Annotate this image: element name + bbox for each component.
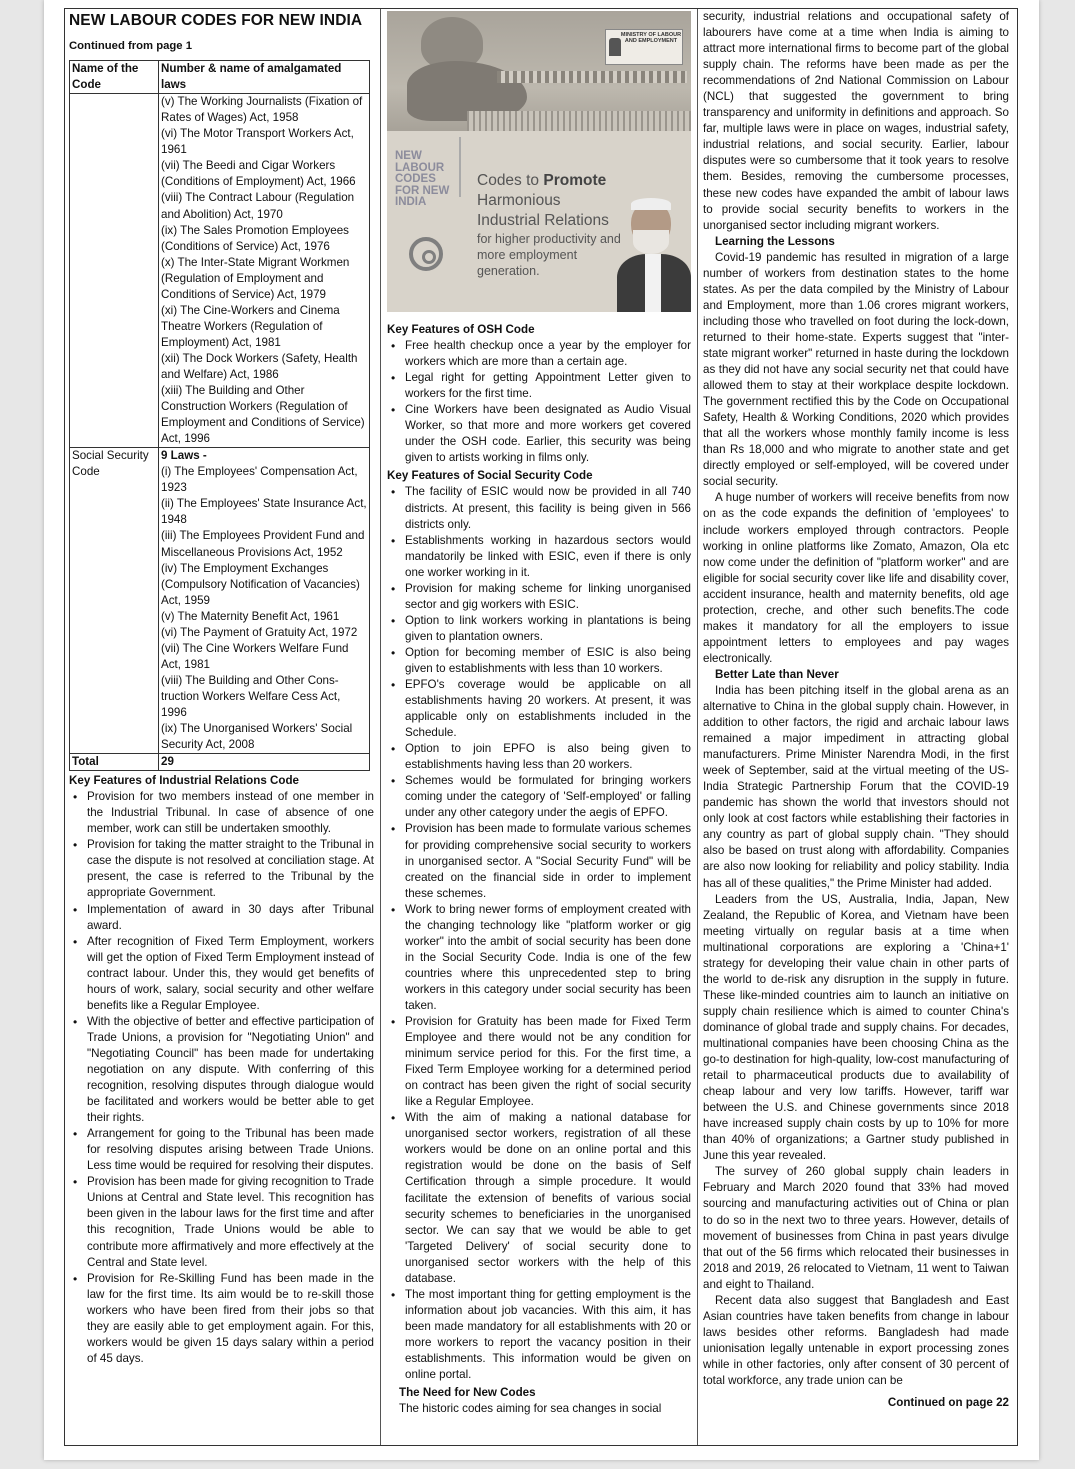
laws-cell	[159, 94, 370, 448]
list-item: • Cine Workers have been designated as Audio Visual Worker, so that more and more workers get covered under the OSH code. Earlier, this security was being given to artists working in films only.	[405, 402, 691, 466]
column-2	[387, 9, 691, 1417]
table-row	[70, 94, 370, 448]
portrait-beard	[633, 230, 669, 254]
paragraph: The survey of 260 global supply chain leaders in February and March 2020 found that 33% had moved sourcing and manufacturing activities out of China or plan to do so in the next two to three years. However, details of movement of businesses from China in past years divulge that out of the 56 firms which relocated their businesses in 2018 and 2019, 26 relocated to Vietnam, 11 went to Taiwan and eight to Thailand.	[703, 1165, 1009, 1291]
list-item: • Work to bring newer forms of employment created with the changing technology like "platform worker or gig worker" into the ambit of social security has been done in the Social Security Code. India is one of the few countries where this unprecedented step to bring workers in this category under social security has been taken.	[405, 902, 691, 1014]
list-item: • Implementation of award in 30 days after Tribunal award.	[87, 902, 374, 934]
list-item: • Establishments working in hazardous sectors would mandatorily be linked with ESIC, even if there is only one worker working in it.	[405, 533, 691, 581]
badge-border	[459, 137, 461, 197]
list-item: • The most important thing for getting employment is the information about job vacancies. With this aim, it has been made mandatory for all establishments with 20 or more workers to report the vacancy position in their establishments. This information would be given on online portal.	[405, 1287, 691, 1383]
list-item: • Option to join EPFO is also being given to establishments having less than 20 workers.	[405, 741, 691, 773]
laws-table	[69, 60, 370, 771]
list-item: • With the objective of better and effective participation of Trade Unions, a provision for "Negotiating Union" and "Negotiating Council" has been made for undertaking negotiation on any dispute. With conferring of this recognition, resolving disputes through dialogue would be facilitated and workers would be better able to get their rights.	[87, 1014, 374, 1126]
law-entry: (iv) The Employment Exchanges (Compulsory Notification of Vacancies) Act, 1959	[161, 561, 360, 607]
list-item: • Provision for taking the matter straight to the Tribunal in case the dispute is not resolved at conciliation stage. At present, the case is referred to the Tribunal by the appropriate Government.	[87, 837, 374, 901]
law-entry: (vi) The Payment of Gratuity Act, 1972	[161, 625, 358, 639]
laws-cell	[159, 448, 370, 754]
law-entry: (xi) The Cine-Workers and Cinema Theatre Workers (Regulation of Employment) Act, 1981	[161, 303, 340, 349]
continued-from: Continued from page 1	[69, 40, 193, 53]
national-emblem-icon	[609, 38, 621, 56]
badge-line: NEW	[395, 150, 422, 162]
badge-line: CODES	[395, 173, 436, 185]
ad-headline-part: Industrial Relations	[477, 212, 609, 229]
list-item: • Legal right for getting Appointment Letter given to workers for the first time.	[405, 370, 691, 402]
list-item: • Free health checkup once a year by the employer for workers which are more than a certain age.	[405, 338, 691, 370]
list-item: • EPFO's coverage would be applicable on all establishments having 20 workers. At present, it was applicable only on establishments included in the Schedule.	[405, 677, 691, 741]
ad-headline-part: Codes to	[477, 172, 540, 189]
list-item: • Schemes would be formulated for bringing workers coming under the category of 'Self-employed' or falling under any other category under the aegis of EPFO.	[405, 773, 691, 821]
laws-count: 9 Laws -	[161, 449, 207, 463]
total-label: Total	[70, 754, 159, 771]
ministry-logo	[605, 29, 683, 65]
portrait-hair	[631, 198, 671, 210]
law-entry: (vii) The Cine Workers Welfare Fund Act, 1981	[161, 641, 349, 671]
ad-headline-part: Harmonious	[477, 192, 561, 209]
code-name-cell: Social Security Code	[70, 448, 159, 754]
paragraph: India has been pitching itself in the global arena as an alternative to China in the global supply chain. However, in addition to other factors, the rigid and archaic labour laws remained a major impediment in attracting global manufacturers. Prime Minister Narendra Modi, in the first week of September, said at the virtual meeting of the US-India Strategic Partnership Forum that the COVID-19 pandemic has shown the world that investors should not only look at cost factors while establishing their factories in any country as part of global supply chain. "They should also be based on trust along with affordability. Companies are also now looking for reliability and policy stability. India has all of these qualities," the Prime Minister had added.	[703, 683, 1009, 890]
list-item: • Provision for Gratuity has been made for Fixed Term Employee and there would not be any condition for minimum service period for this. For the first time, a Fixed Term Employee working for a determined period on contract has been given the right of social security like a Regular Employee.	[405, 1014, 691, 1110]
list-item: • Provision has been made to formulate various schemes for providing comprehensive social security to workers in unorganised sector. A "Social Security Fund" will be created on the financial side in order to implement these schemes.	[405, 821, 691, 901]
column-3	[703, 9, 1009, 1411]
paragraph: Covid-19 pandemic has resulted in migration of a large number of workers from destination states to the home states. As per the data compiled by the Ministry of Labour and Employment, more than 1.06 crores migrant workers, including those who travelled on foot during the lock-down, returned to their home-state. Experts suggest that "inter-state migrant worker" returned in haste during the lockdown as they did not have any social security net that could have allowed them to stay at their workplace despite lockdown. The government rectified this by the Code on Occupational Safety, Health & Working Conditions, 2020 which provides that all the workers whose monthly family income is less than Rs 18,000 and who migrate to another state and get directly employed or self-employed, will be covered under social security.	[703, 250, 1009, 489]
list-item: • Option to link workers working in plantations is being given to plantation owners.	[405, 613, 691, 645]
list-item: • Provision for making scheme for linking unorganised sector and gig workers with ESIC.	[405, 581, 691, 613]
lessons-heading: Learning the Lessons	[715, 234, 835, 248]
law-entry: (vii) The Beedi and Cigar Workers (Conditions of Employment) Act, 1966	[161, 159, 356, 189]
law-entry: (xii) The Dock Workers (Safety, Health and Welfare) Act, 1986	[161, 351, 358, 381]
headline: NEW LABOUR CODES FOR NEW INDIA	[69, 12, 363, 29]
list-item: • The facility of ESIC would now be provided in all 740 districts. At present, this facility is being given in 566 districts only.	[405, 484, 691, 532]
badge-line: LABOUR	[395, 161, 445, 174]
ir-heading: Key Features of Industrial Relations Code	[69, 774, 299, 788]
law-entry: (ii) The Employees' State Insurance Act, 1948	[161, 497, 367, 527]
portrait-shirt	[645, 254, 661, 312]
law-entry: (v) The Maternity Benefit Act, 1961	[161, 609, 340, 623]
table-row	[70, 448, 370, 754]
paragraph: A huge number of workers will receive benefits from now on as the code expands the definition of 'employees' to include workers employed through contractors. People working in online platforms like Zomato, Amazon, Ola etc now come under the definition of "platform worker" and are eligible for social security cover like life and disability cover, accident insurance, health and maternity benefits, old age protection, creche, and other such benefits.The code makes it mandatory for all the employers to issue appointment letters to employees and pay wages electronically.	[703, 491, 1009, 665]
law-entry: (ix) The Unorganised Workers' Social Security Act, 2008	[161, 722, 353, 752]
column-divider	[380, 9, 381, 1445]
ir-list	[69, 789, 374, 1367]
need-text: The historic codes aiming for sea changes in social	[399, 1402, 662, 1416]
badge-line: FOR NEW	[395, 184, 450, 197]
ad-headline-part: Promote	[543, 172, 607, 189]
new-labour-codes-badge	[395, 151, 459, 209]
better-heading: Better Late than Never	[715, 667, 839, 681]
government-advertisement	[387, 11, 691, 312]
ministry-name: MINISTRY OF LABOUR AND EMPLOYMENT	[620, 32, 682, 44]
ad-subtext: for higher productivity and more employment generation.	[477, 232, 621, 278]
paragraph: Recent data also suggest that Bangladesh and East Asian countries have taken benefits from change in labour laws besides other reforms. Bangladesh had made unionisation legally untenable in export processing zones while in other factories, only after consent of 30 percent of total workforce, any trade union can be	[703, 1293, 1009, 1387]
prime-minister-portrait	[617, 196, 691, 312]
column-divider	[697, 9, 698, 1445]
paragraph: security, industrial relations and occupational safety of labourers have come at a time when India is aiming to attract more international firms to become part of the global supply chain. The reforms have been made as per the recommendations of 2nd National Commission on Labour (NCL) that suggested the government to bring transparency and uniformity in definitions and approach. So far, multiple laws were in place on wages, industrial safety, industrial relations, and social security. Earlier, labour disputes were so cumbersome that it took years to resolve them. Besides, removing the cumbersome processes, these new codes have expanded the ambit of labour laws to provide social security benefits to workers in the unorganised sector including migrant workers.	[703, 10, 1009, 232]
osh-list	[387, 338, 691, 466]
gear-icon	[409, 237, 443, 271]
law-entry: (vi) The Motor Transport Workers Act, 1961	[161, 127, 354, 157]
list-item: • After recognition of Fixed Term Employment, workers will get the option of Fixed Term Employment instead of contract labour. Under this, they would get benefits of hours of work, salary, social security and other welfare benefits like a Regular Employee.	[87, 934, 374, 1014]
law-entry: (iii) The Employees Provident Fund and Miscellaneous Provisions Act, 1952	[161, 529, 365, 559]
list-item: • Provision for Re-Skilling Fund has been made in the law for the first time. Its aim would be to re-skill those workers who have been fired from their jobs so that they are easily able to get employment again. For this, workers would be given 15 days salary within a period of 45 days.	[87, 1271, 374, 1367]
ss-list	[387, 484, 691, 1383]
list-item: • Provision has been made for giving recognition to Trade Unions at Central and State level. This recognition has been given in the labour laws for the first time and after this recognition, Trade Unions would be able to contribute more affirmatively and more effectively at the Central and State level.	[87, 1174, 374, 1270]
law-entry: (ix) The Sales Promotion Employees (Conditions of Service) Act, 1976	[161, 223, 349, 253]
law-entry: (x) The Inter-State Migrant Workmen (Regulation of Employment and Conditions of Service) Act, 1979	[161, 255, 350, 301]
law-entry: (i) The Employees' Compensation Act, 1923	[161, 465, 358, 495]
column-1	[69, 9, 374, 1367]
paragraph: Leaders from the US, Australia, India, Japan, New Zealand, the Republic of Korea, and Vietnam have been meeting virtually on regular basis at a time when multinational corporations are exploring a 'China+1' strategy for developing their value chain in other parts of the world to de-risk any disruption in the supply in future. These like-minded countries aim to launch an initiative on supply chain resilience which is aimed to counter China's dominance of global trade and supply chains. For decades, multinational companies have been choosing China as the go-to destination for high-quality, low-cost manufacturing of retail to pharmaceutical products due to availability of cheap labour and very low tariffs. However, tariff war between the U.S. and Chinese governments since 2018 have increased supply chain costs by up to 10% for more than 40% of organizations; a Gartner study published in June this year revealed.	[703, 892, 1009, 1163]
law-entry: (viii) The Contract Labour (Regulation and Abolition) Act, 1970	[161, 191, 355, 221]
osh-heading: Key Features of OSH Code	[387, 323, 535, 336]
article-frame	[64, 8, 1018, 1446]
ad-headline	[477, 171, 627, 231]
law-entry: (xiii) The Building and Other Construction Workers (Regulation of Employment and Conditions of Service) Act, 1996	[161, 384, 365, 446]
total-value: 29	[159, 754, 370, 771]
badge-line: INDIA	[395, 196, 427, 208]
law-entry: (viii) The Building and Other Cons-truction Workers Welfare Cess Act, 1996	[161, 673, 341, 719]
table-header-laws: Number & name of amalgamated laws	[159, 61, 370, 94]
need-heading: The Need for New Codes	[399, 1386, 536, 1400]
code-name-cell	[70, 94, 159, 448]
ss-heading: Key Features of Social Security Code	[387, 469, 593, 483]
table-total-row	[70, 754, 370, 771]
table-header-code: Name of the Code	[70, 61, 159, 94]
continued-on: Continued on page 22	[887, 1396, 1009, 1410]
list-item: • Provision for two members instead of one member in the Industrial Tribunal. In case of absence of one member, work can still be undertaken smoothly.	[87, 789, 374, 837]
loom-threads	[497, 71, 687, 83]
law-entry: (v) The Working Journalists (Fixation of Rates of Wages) Act, 1958	[161, 95, 363, 125]
newspaper-page	[44, 0, 1039, 1460]
list-item: • Option for becoming member of ESIC is also being given to establishments with less than 10 workers.	[405, 645, 691, 677]
list-item: • With the aim of making a national database for unorganised sector workers, registration of all these workers would be done on an online portal and this registration would be done on the basis of Self Certification through a simple procedure. It would facilitate the extension of benefits of various social security schemes to beneficiaries in the unorganised sector. We can say that we would be able to get 'Targeted Delivery' of social security done to unorganised sector workers with the help of this database.	[405, 1110, 691, 1287]
list-item: • Arrangement for going to the Tribunal has been made for resolving disputes arising between Trade Unions. Less time would be required for resolving their disputes.	[87, 1126, 374, 1174]
